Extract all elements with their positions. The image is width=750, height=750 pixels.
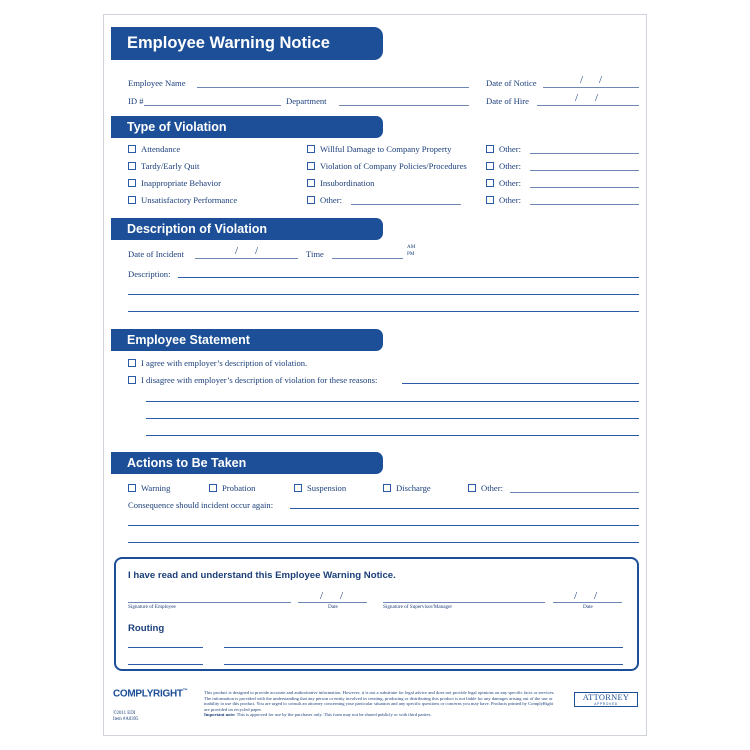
- other-action-field[interactable]: [510, 492, 639, 493]
- supervisor-signature-label: Signature of Supervisor/Manager: [383, 604, 453, 610]
- employee-signature-field[interactable]: [128, 602, 291, 603]
- agree-label: I agree with employer’s description of violation.: [141, 358, 308, 368]
- date-of-hire-label: Date of Hire: [486, 96, 529, 106]
- acknowledgement-heading: I have read and understand this Employee Warning Notice.: [128, 570, 396, 581]
- checkbox-other-action[interactable]: [468, 484, 476, 492]
- description-line[interactable]: [128, 311, 639, 312]
- date-slash: /: [235, 245, 239, 257]
- consequence-field[interactable]: [290, 508, 639, 509]
- section-heading-violation: Type of Violation: [111, 116, 383, 138]
- date-slash: /: [320, 590, 324, 602]
- option-label: Other:: [499, 178, 521, 188]
- checkbox-unsatisfactory-performance[interactable]: [128, 196, 136, 204]
- description-label: Description:: [128, 269, 171, 279]
- supervisor-date-label: Date: [583, 604, 593, 610]
- option-label: Tardy/Early Quit: [141, 161, 200, 171]
- id-field[interactable]: [144, 105, 281, 106]
- option-label: Insubordination: [320, 178, 375, 188]
- date-slash: /: [255, 245, 259, 257]
- option-label: Warning: [141, 483, 171, 493]
- option-label: Inappropriate Behavior: [141, 178, 221, 188]
- copyright-text: ©2011 EDI: [113, 711, 136, 716]
- date-slash: /: [340, 590, 344, 602]
- date-slash: /: [575, 92, 579, 104]
- logo-tm: ™: [182, 688, 188, 694]
- date-slash: /: [574, 590, 578, 602]
- other-field[interactable]: [530, 170, 639, 171]
- pm-label: PM: [407, 251, 415, 257]
- checkbox-probation[interactable]: [209, 484, 217, 492]
- supervisor-date-field[interactable]: [553, 602, 622, 603]
- option-label: Violation of Company Policies/Procedures: [320, 161, 467, 171]
- checkbox-attendance[interactable]: [128, 145, 136, 153]
- consequence-line[interactable]: [128, 542, 639, 543]
- date-of-notice-label: Date of Notice: [486, 78, 537, 88]
- routing-line[interactable]: [224, 664, 623, 665]
- attorney-approved-badge: [574, 692, 638, 707]
- checkbox-tardy[interactable]: [128, 162, 136, 170]
- important-note-text: This is approved for use by the purchaser only. This form may not be shared publicly or with third parties.: [236, 712, 432, 718]
- logo-text: COMPLYRIGHT: [113, 688, 183, 700]
- section-heading-actions: Actions to Be Taken: [111, 452, 383, 474]
- checkbox-other[interactable]: [486, 179, 494, 187]
- option-label: Willful Damage to Company Property: [320, 144, 452, 154]
- option-label: Other:: [481, 483, 503, 493]
- checkbox-willful-damage[interactable]: [307, 145, 315, 153]
- department-field[interactable]: [339, 105, 469, 106]
- important-note-label: Important note:: [204, 712, 236, 718]
- employee-name-label: Employee Name: [128, 78, 186, 88]
- department-label: Department: [286, 96, 327, 106]
- routing-line[interactable]: [128, 664, 203, 665]
- checkbox-inappropriate-behavior[interactable]: [128, 179, 136, 187]
- option-label: Suspension: [307, 483, 347, 493]
- checkbox-agree[interactable]: [128, 359, 136, 367]
- option-label: Other:: [499, 161, 521, 171]
- checkbox-other[interactable]: [307, 196, 315, 204]
- employee-date-label: Date: [328, 604, 338, 610]
- checkbox-other[interactable]: [486, 196, 494, 204]
- disclaimer-body: This product is designed to provide accurate and authoritative information. However, it is not a substitute for legal advice and does not provide legal opinions on any specific facts or services. The information is provided with the understanding that any person or entity involved in creating, producing or distributing this product is not liable for any damages arising out of the use or inability to use this product. You are urged to consult an attorney concerning your particular situation and any specific questions or concerns you may have. Products printed by ComplyRight are provided on recycled paper.: [204, 690, 555, 712]
- other-field[interactable]: [530, 153, 639, 154]
- option-label: Other:: [320, 195, 342, 205]
- other-field[interactable]: [530, 204, 639, 205]
- description-field[interactable]: [178, 277, 639, 278]
- complyright-logo: [113, 688, 187, 699]
- option-label: Attendance: [141, 144, 181, 154]
- time-field[interactable]: [332, 258, 403, 259]
- date-of-incident-label: Date of Incident: [128, 249, 184, 259]
- checkbox-other[interactable]: [486, 162, 494, 170]
- checkbox-suspension[interactable]: [294, 484, 302, 492]
- option-label: Unsatisfactory Performance: [141, 195, 238, 205]
- other-field[interactable]: [351, 204, 461, 205]
- date-slash: /: [595, 92, 599, 104]
- employee-date-field[interactable]: [298, 602, 367, 603]
- option-label: Other:: [499, 144, 521, 154]
- description-line[interactable]: [128, 294, 639, 295]
- item-number: Item #A0395: [113, 717, 139, 722]
- page-title: Employee Warning Notice: [111, 27, 383, 60]
- checkbox-discharge[interactable]: [383, 484, 391, 492]
- time-label: Time: [306, 249, 324, 259]
- employee-name-field[interactable]: [197, 87, 469, 88]
- employee-signature-label: Signature of Employee: [128, 604, 176, 610]
- checkbox-disagree[interactable]: [128, 376, 136, 384]
- routing-line[interactable]: [224, 647, 623, 648]
- other-field[interactable]: [530, 187, 639, 188]
- date-of-hire-field[interactable]: [537, 105, 639, 106]
- reasons-line[interactable]: [146, 418, 639, 419]
- date-of-incident-field[interactable]: [195, 258, 298, 259]
- date-slash: /: [594, 590, 598, 602]
- consequence-label: Consequence should incident occur again:: [128, 500, 274, 510]
- routing-heading: Routing: [128, 623, 165, 634]
- checkbox-other[interactable]: [486, 145, 494, 153]
- option-label: Other:: [499, 195, 521, 205]
- date-of-notice-field[interactable]: [543, 87, 639, 88]
- supervisor-signature-field[interactable]: [383, 602, 545, 603]
- date-slash: /: [580, 74, 584, 86]
- section-heading-description: Description of Violation: [111, 218, 383, 240]
- checkbox-insubordination[interactable]: [307, 179, 315, 187]
- checkbox-policy-violation[interactable]: [307, 162, 315, 170]
- reasons-line[interactable]: [146, 435, 639, 436]
- approved-text: APPROVED: [594, 702, 618, 707]
- id-label: ID #: [128, 96, 144, 106]
- disclaimer-text: [204, 690, 559, 718]
- attorney-text: ATTORNEY: [582, 693, 630, 702]
- option-label: Probation: [222, 483, 256, 493]
- date-slash: /: [599, 74, 603, 86]
- disagree-label: I disagree with employer’s description of violation for these reasons:: [141, 375, 378, 385]
- routing-line[interactable]: [128, 647, 203, 648]
- am-label: AM: [407, 244, 416, 250]
- reasons-field[interactable]: [402, 383, 639, 384]
- option-label: Discharge: [396, 483, 431, 493]
- consequence-line[interactable]: [128, 525, 639, 526]
- checkbox-warning[interactable]: [128, 484, 136, 492]
- reasons-line[interactable]: [146, 401, 639, 402]
- section-heading-statement: Employee Statement: [111, 329, 383, 351]
